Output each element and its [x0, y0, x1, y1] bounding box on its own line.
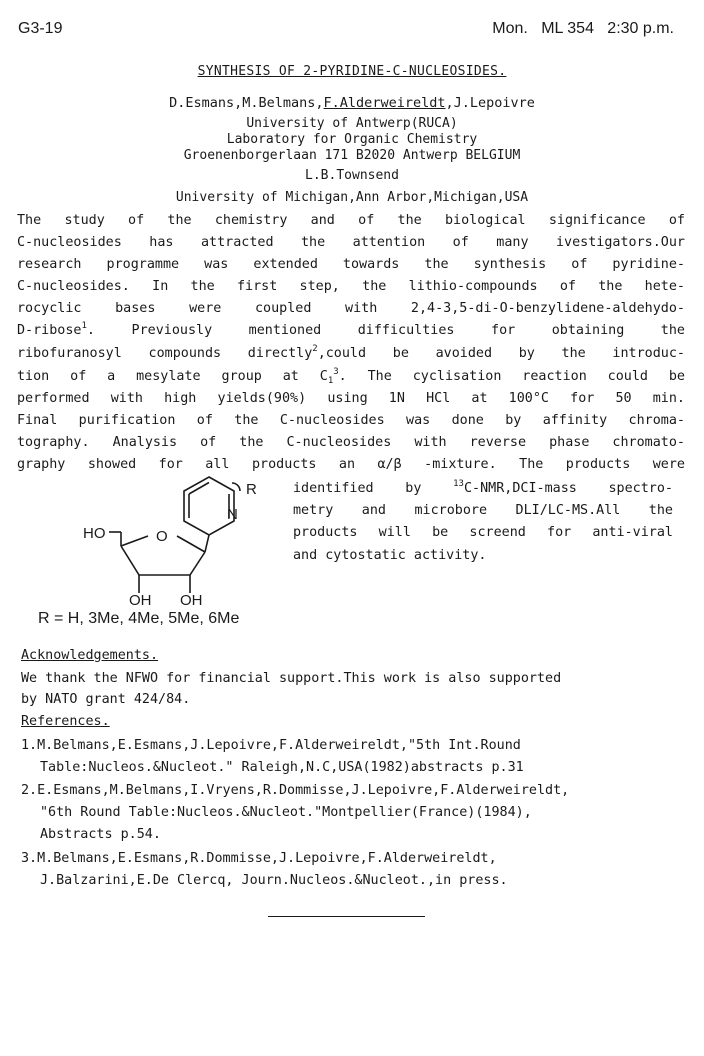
- abstract-line: and cytostatic activity.: [293, 548, 487, 563]
- end-divider: [268, 916, 425, 917]
- affiliation-line: Laboratory for Organic Chemistry: [226, 132, 478, 147]
- reference-item: "6th Round Table:Nucleos.&Nucleot."Montpellier(France)(1984),: [40, 805, 532, 820]
- affiliation-line: University of Michigan,Ann Arbor,Michigan,USA: [175, 190, 529, 205]
- substituent-list: R = H, 3Me, 4Me, 5Me, 6Me: [38, 610, 240, 627]
- glycosidic-bond: [205, 535, 209, 552]
- abstract-line: C-nucleosides. In the first step, the lithio-compounds of the hete-: [17, 279, 685, 294]
- sugar-bond: [121, 536, 148, 546]
- ring-nitrogen-label: N: [227, 506, 238, 523]
- authors-post: ,J.Lepoivre: [445, 95, 535, 111]
- abstract-line: [293, 478, 673, 500]
- abstract-line: rocyclic bases were coupled with 2,4-3,5-di-O-benzylidene-aldehydo-: [17, 301, 685, 316]
- affiliation-line: University of Antwerp(RUCA): [246, 116, 458, 131]
- abstract-text: identified by: [293, 481, 454, 496]
- abstract-line: [17, 366, 685, 388]
- abstract-text: . The cyclisation reaction could be: [338, 369, 685, 384]
- abstract-text: ,could be avoided by the introduc-: [317, 346, 685, 361]
- acknowledgements-text: by NATO grant 424/84.: [21, 692, 191, 707]
- abstract-line: [17, 343, 685, 365]
- ring-oxygen-label: O: [156, 528, 168, 545]
- hydroxymethyl-label: HO: [83, 525, 106, 542]
- sugar-bond: [121, 546, 139, 575]
- acknowledgements-heading: Acknowledgements.: [21, 648, 159, 663]
- sugar-bond: [190, 552, 205, 575]
- reference-item: Abstracts p.54.: [40, 827, 161, 842]
- abstract-line: tography. Analysis of the C-nucleosides with reverse phase chromato-: [17, 435, 685, 450]
- references-heading: References.: [21, 714, 110, 729]
- abstract-line: C-nucleosides has attracted the attention of many ivestigators.Our: [17, 235, 685, 250]
- abstract-line: Final purification of the C-nucleosides was done by affinity chroma-: [17, 413, 685, 428]
- reference-item: J.Balzarini,E.De Clercq, Journ.Nucleos.&Nucleot.,in press.: [40, 873, 508, 888]
- reference-mark: 1: [81, 321, 87, 331]
- hydroxyl-label: OH: [180, 592, 203, 609]
- r-group-label: R: [246, 481, 257, 498]
- presenting-author: F.Alderweireldt: [323, 95, 446, 111]
- abstract-text: D-ribose: [17, 323, 82, 338]
- paper-title: SYNTHESIS OF 2-PYRIDINE-C-NUCLEOSIDES.: [197, 64, 507, 79]
- author-list: [0, 95, 704, 111]
- abstract-code: G3-19: [18, 20, 63, 37]
- reference-item: Table:Nucleos.&Nucleot." Raleigh,N.C,USA(1982)abstracts p.31: [40, 760, 524, 775]
- abstract-line: The study of the chemistry and of the biological significance of: [17, 213, 685, 228]
- reference-item: 3.M.Belmans,E.Esmans,R.Dommisse,J.Lepoivre,F.Alderweireldt,: [21, 851, 497, 866]
- abstract-text: . Previously mentioned difficulties for obtaining the: [86, 323, 685, 338]
- abstract-text: ribofuranosyl compounds directly: [17, 346, 313, 361]
- substituent-arc: [232, 483, 240, 491]
- reference-item: 2.E.Esmans,M.Belmans,I.Vryens,R.Dommisse,J.Lepoivre,F.Alderweireldt,: [21, 783, 570, 798]
- abstract-line: research programme was extended towards the synthesis of pyridine-: [17, 257, 685, 272]
- sugar-bond: [177, 536, 205, 552]
- isotope-mark: 13: [453, 479, 464, 489]
- reference-mark: 2: [312, 344, 318, 354]
- authors-pre: D.Esmans,M.Belmans,: [169, 95, 324, 111]
- abstract-line: graphy showed for all products an α/β -mixture. The products were: [17, 457, 685, 472]
- hydroxyl-label: OH: [129, 592, 152, 609]
- abstract-text: tion of a mesylate group at C: [17, 369, 328, 384]
- session-info: Mon. ML 354 2:30 p.m.: [492, 20, 674, 37]
- acknowledgements-text: We thank the NFWO for financial support.This work is also supported: [21, 671, 562, 686]
- affiliation-line: Groenenborgerlaan 171 B2020 Antwerp BELGIUM: [183, 148, 521, 163]
- abstract-line: [17, 320, 685, 342]
- second-author: L.B.Townsend: [305, 168, 399, 183]
- ring-double-bond: [189, 483, 209, 495]
- abstract-line: metry and microbore DLI/LC-MS.All the: [293, 503, 673, 518]
- subscript: 1: [327, 376, 334, 386]
- reference-mark: 3: [333, 367, 339, 377]
- reference-item: 1.M.Belmans,E.Esmans,J.Lepoivre,F.Alderweireldt,"5th Int.Round: [21, 738, 521, 753]
- abstract-line: performed with high yields(90%) using 1N HCl at 100°C for 50 min.: [17, 391, 685, 406]
- abstract-line: products will be screend for anti-viral: [293, 525, 673, 540]
- abstract-text: C-NMR,DCI-mass spectro-: [463, 481, 673, 496]
